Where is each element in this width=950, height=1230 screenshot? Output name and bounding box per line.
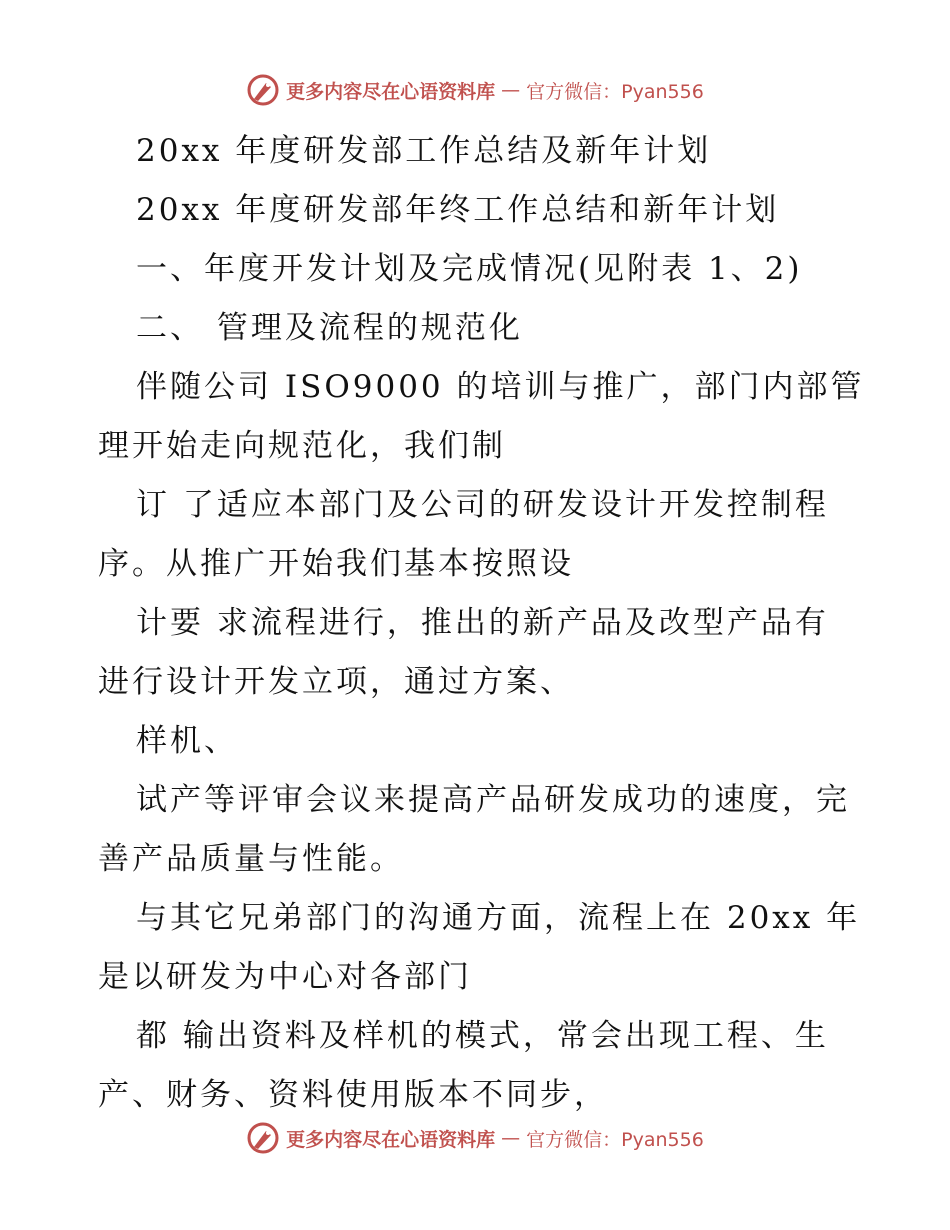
header-banner [0, 70, 950, 110]
paragraph [98, 712, 858, 771]
paragraph [98, 476, 858, 594]
banner-contact: 官方微信：Pyan556 [526, 1128, 704, 1151]
text-line: 样机、 [136, 723, 238, 759]
paragraph [98, 122, 858, 181]
text-line: 都 输出资料及样机的模式，常会出现工程、生 [136, 1018, 829, 1054]
paragraph [98, 299, 858, 358]
text-line: 与其它兄弟部门的沟通方面，流程上在 20xx 年 [136, 900, 861, 936]
text-line: 善产品质量与性能。 [98, 841, 404, 877]
banner-text: 更多内容尽在心语资料库 [286, 80, 496, 103]
banner-contact: 官方微信：Pyan556 [526, 80, 704, 103]
text-line: 伴随公司 ISO9000 的培训与推广，部门内部管 [136, 369, 865, 405]
text-line: 一、年度开发计划及完成情况(见附表 1、2) [136, 251, 803, 287]
footer-banner [0, 1118, 950, 1158]
text-line: 20xx 年度研发部工作总结及新年计划 [136, 133, 712, 169]
text-line: 20xx 年度研发部年终工作总结和新年计划 [136, 192, 780, 228]
banner-dash: — [501, 1127, 521, 1149]
text-line: 计要 求流程进行，推出的新产品及改型产品有 [136, 605, 829, 641]
text-line: 试产等评审会议来提高产品研发成功的速度，完 [136, 782, 850, 818]
paragraph [98, 240, 858, 299]
paragraph [98, 358, 865, 476]
text-line: 订 了适应本部门及公司的研发设计开发控制程 [136, 487, 829, 523]
document-body [98, 122, 865, 1125]
paragraph [98, 889, 861, 1007]
text-line: 序。从推广开始我们基本按照设 [98, 546, 574, 582]
banner-text: 更多内容尽在心语资料库 [286, 1128, 496, 1151]
pen-nib-logo-icon [246, 73, 280, 107]
paragraph [98, 771, 858, 889]
text-line: 二、 管理及流程的规范化 [136, 310, 523, 346]
text-line: 产、财务、资料使用版本不同步， [98, 1077, 608, 1113]
text-line: 理开始走向规范化，我们制 [98, 428, 506, 464]
paragraph [98, 594, 858, 712]
pen-nib-logo-icon [246, 1121, 280, 1155]
banner-dash: — [501, 79, 521, 101]
paragraph [98, 181, 858, 240]
text-line: 是以研发为中心对各部门 [98, 959, 472, 995]
text-line: 进行设计开发立项，通过方案、 [98, 664, 574, 700]
paragraph [98, 1007, 858, 1125]
